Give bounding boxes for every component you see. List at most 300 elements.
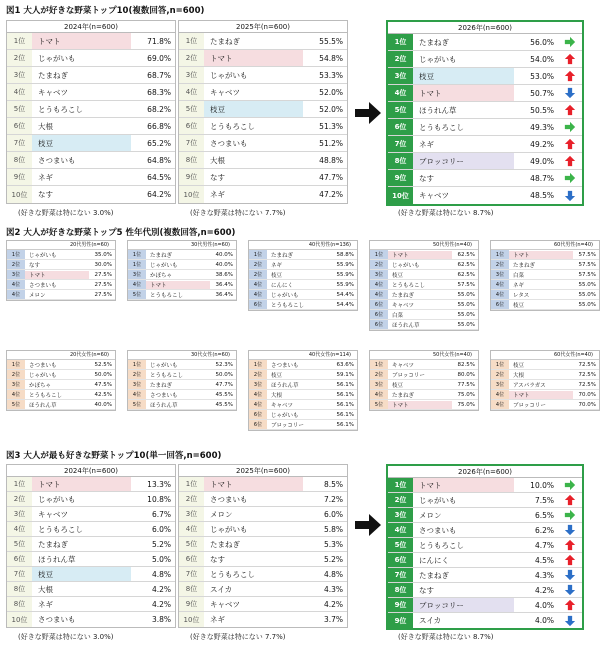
percent-value: 57.5%	[578, 251, 596, 258]
rank-cell: 2位	[7, 492, 32, 506]
table-row	[179, 552, 347, 567]
rank-cell: 5位	[128, 290, 146, 299]
percent-value: 53.0%	[530, 71, 554, 81]
vegetable-name: キャベツ	[210, 87, 240, 97]
table-row	[388, 68, 582, 85]
rank-cell: 1位	[370, 250, 388, 259]
age-group-table	[248, 240, 358, 311]
rank-cell: 7位	[7, 135, 32, 151]
table-row	[249, 390, 357, 400]
table-row	[370, 300, 478, 310]
percent-value: 27.5%	[94, 281, 112, 288]
vegetable-name: キャベツ	[392, 362, 415, 369]
percent-value: 72.5%	[578, 361, 596, 368]
rank-cell: 8位	[7, 152, 32, 168]
vegetable-name: じゃがいも	[271, 292, 299, 299]
table-header: 2024年(n=600)	[7, 465, 175, 477]
table-row	[179, 84, 347, 101]
percent-value: 64.8%	[147, 155, 171, 165]
table-row	[370, 380, 478, 390]
rank-cell: 4位	[7, 280, 25, 289]
table-header: 50代女性(n=40)	[370, 351, 478, 360]
trend-cell	[558, 584, 582, 596]
ranking-table	[178, 20, 348, 204]
vegetable-name: トマト	[32, 477, 131, 491]
vegetable-name: トマト	[509, 251, 573, 259]
up-arrow-icon	[564, 539, 576, 551]
rank-cell: 2位	[179, 50, 204, 66]
trend-cell	[558, 599, 582, 611]
vegetable-name: 枝豆	[32, 135, 131, 151]
table-row	[7, 135, 175, 152]
rank-cell: 7位	[179, 135, 204, 151]
percent-value: 5.0%	[151, 554, 171, 564]
percent-value: 4.2%	[534, 585, 554, 595]
up-arrow-icon	[564, 155, 576, 167]
rank-cell: 6位	[370, 320, 388, 329]
percent-value: 10.8%	[147, 494, 171, 504]
percent-value: 5.8%	[323, 524, 343, 534]
vegetable-name: トマト	[413, 85, 514, 101]
table-row	[388, 153, 582, 170]
table-row	[128, 370, 236, 380]
table-row	[7, 522, 175, 537]
rank-cell: 3位	[249, 380, 267, 389]
percent-value: 77.5%	[457, 381, 475, 388]
rank-cell: 6位	[7, 118, 32, 134]
rank-cell: 6位	[249, 410, 267, 419]
vegetable-name: じゃがいも	[210, 524, 248, 534]
table-row	[179, 50, 347, 67]
rank-cell: 3位	[128, 380, 146, 389]
vegetable-name: トマト	[388, 401, 452, 409]
percent-value: 50.0%	[94, 371, 112, 378]
vegetable-name: とうもろこし	[150, 372, 184, 379]
table-header: 2024年(n=600)	[7, 21, 175, 33]
table-row	[370, 320, 478, 330]
percent-value: 70.0%	[578, 391, 596, 398]
percent-value: 59.1%	[336, 371, 354, 378]
vegetable-name: さつまいも	[210, 494, 248, 504]
percent-value: 68.2%	[147, 104, 171, 114]
age-group-table	[6, 350, 116, 411]
trend-cell	[558, 87, 582, 99]
table-row	[179, 118, 347, 135]
vegetable-name: トマト	[413, 478, 514, 492]
rank-cell: 4位	[491, 290, 509, 299]
vegetable-name: ほうれん草	[150, 402, 178, 409]
percent-value: 63.6%	[336, 361, 354, 368]
table-row	[179, 186, 347, 203]
no-favorite-note: (好きな野菜は特にない 8.7%)	[398, 633, 494, 641]
vegetable-name: たまねぎ	[210, 36, 240, 46]
vegetable-name: たまねぎ	[419, 37, 449, 47]
rank-cell: 7位	[388, 568, 413, 582]
trend-cell	[558, 36, 582, 48]
rank-cell: 3位	[7, 270, 25, 279]
percent-value: 80.0%	[457, 371, 475, 378]
rank-cell: 7位	[7, 567, 32, 581]
rank-cell: 1位	[370, 360, 388, 369]
rank-cell: 5位	[128, 400, 146, 409]
vegetable-name: とうもろこし	[419, 122, 464, 132]
rank-cell: 8位	[388, 153, 413, 169]
ranking-table	[386, 20, 584, 206]
rank-cell: 5位	[388, 538, 413, 552]
table-header: 2026年(n=600)	[388, 22, 582, 34]
percent-value: 54.4%	[336, 291, 354, 298]
table-row	[370, 390, 478, 400]
vegetable-name: 枝豆	[513, 302, 525, 309]
rank-cell: 3位	[7, 380, 25, 389]
table-row	[491, 280, 599, 290]
percent-value: 56.1%	[336, 411, 354, 418]
vegetable-name: トマト	[204, 50, 303, 66]
table-header: 30代女性(n=60)	[128, 351, 236, 360]
percent-value: 40.0%	[215, 251, 233, 258]
vegetable-name: ブロッコリー	[413, 153, 514, 169]
table-header: 40代男性(n=136)	[249, 241, 357, 250]
percent-value: 3.8%	[151, 615, 171, 624]
percent-value: 4.2%	[151, 599, 171, 609]
vegetable-name: さつまいも	[419, 525, 457, 535]
percent-value: 62.5%	[457, 251, 475, 258]
vegetable-name: 大根	[271, 392, 283, 399]
table-row	[179, 477, 347, 492]
rank-cell: 3位	[388, 508, 413, 522]
rank-cell: 4位	[179, 84, 204, 100]
up-arrow-icon	[564, 53, 576, 65]
no-favorite-note: (好きな野菜は特にない 7.7%)	[190, 209, 286, 217]
percent-value: 35.0%	[94, 251, 112, 258]
percent-value: 50.0%	[215, 371, 233, 378]
rank-cell: 4位	[7, 390, 25, 399]
vegetable-name: 大根	[38, 584, 53, 594]
percent-value: 36.4%	[215, 281, 233, 288]
vegetable-name: ネギ	[210, 615, 225, 624]
table-row	[388, 538, 582, 553]
table-row	[491, 300, 599, 310]
vegetable-name: たまねぎ	[38, 70, 68, 80]
vegetable-name: とうもろこし	[210, 569, 255, 579]
rank-cell: 4位	[491, 400, 509, 409]
table-row	[179, 101, 347, 118]
percent-value: 55.0%	[457, 311, 475, 318]
table-row	[179, 582, 347, 597]
table-header: 2026年(n=600)	[388, 466, 582, 478]
vegetable-name: ネギ	[271, 262, 283, 269]
table-row	[491, 290, 599, 300]
percent-value: 6.2%	[534, 525, 554, 535]
vegetable-name: レタス	[513, 292, 530, 299]
rank-cell: 3位	[491, 270, 509, 279]
rank-cell: 1位	[7, 477, 32, 491]
percent-value: 55.0%	[578, 281, 596, 288]
percent-value: 4.2%	[323, 599, 343, 609]
table-row	[7, 582, 175, 597]
rank-cell: 4位	[7, 290, 25, 299]
vegetable-name: トマト	[32, 33, 131, 49]
percent-value: 49.0%	[530, 156, 554, 166]
table-header: 20代男性(n=60)	[7, 241, 115, 250]
vegetable-name: トマト	[25, 271, 89, 279]
table-row	[128, 270, 236, 280]
up-arrow-icon	[564, 554, 576, 566]
table-header: 2025年(n=600)	[179, 465, 347, 477]
percent-value: 58.8%	[336, 251, 354, 258]
vegetable-name: とうもろこし	[38, 104, 83, 114]
rank-cell: 1位	[249, 360, 267, 369]
rank-cell: 8位	[388, 583, 413, 597]
vegetable-name: ほうれん草	[392, 322, 420, 329]
table-row	[370, 280, 478, 290]
table-header: 60代女性(n=40)	[491, 351, 599, 360]
percent-value: 52.5%	[94, 361, 112, 368]
right-arrow-icon	[564, 121, 576, 133]
vegetable-name: なす	[38, 190, 53, 199]
rank-cell: 5位	[7, 537, 32, 551]
percent-value: 13.3%	[147, 479, 171, 489]
percent-value: 47.7%	[319, 172, 343, 182]
rank-cell: 6位	[249, 420, 267, 429]
table-row	[249, 370, 357, 380]
table-row	[249, 280, 357, 290]
table-row	[249, 400, 357, 410]
vegetable-name: ネギ	[513, 282, 525, 289]
rank-cell: 1位	[128, 260, 146, 269]
vegetable-name: ネギ	[419, 139, 434, 149]
table-row	[7, 370, 115, 380]
table-row	[388, 478, 582, 493]
table-row	[7, 152, 175, 169]
table-row	[128, 380, 236, 390]
table-row	[7, 597, 175, 612]
vegetable-name: 白菜	[392, 312, 404, 319]
trend-cell	[558, 615, 582, 627]
vegetable-name: たまねぎ	[271, 252, 294, 259]
vegetable-name: 枝豆	[204, 101, 303, 117]
percent-value: 52.0%	[319, 104, 343, 114]
rank-cell: 2位	[179, 492, 204, 506]
percent-value: 55.0%	[578, 291, 596, 298]
age-group-table	[127, 350, 237, 411]
vegetable-name: たまねぎ	[150, 252, 173, 259]
rank-cell: 9位	[179, 597, 204, 611]
right-arrow-icon	[564, 479, 576, 491]
table-row	[7, 67, 175, 84]
table-row	[179, 567, 347, 582]
table-row	[388, 493, 582, 508]
age-group-table	[490, 350, 600, 411]
vegetable-name: ブロッコリー	[413, 598, 514, 612]
vegetable-name: にんにく	[271, 282, 294, 289]
ranking-table	[178, 464, 348, 628]
percent-value: 55.0%	[457, 321, 475, 328]
percent-value: 55.9%	[336, 261, 354, 268]
table-row	[128, 290, 236, 300]
vegetable-name: 枝豆	[32, 567, 131, 581]
rank-cell: 1位	[128, 250, 146, 259]
percent-value: 8.5%	[323, 479, 343, 489]
rank-cell: 1位	[179, 477, 204, 491]
percent-value: 5.2%	[323, 554, 343, 564]
table-row	[491, 380, 599, 390]
table-row	[179, 537, 347, 552]
rank-cell: 4位	[491, 390, 509, 399]
vegetable-name: ネギ	[210, 190, 225, 199]
percent-value: 4.5%	[534, 555, 554, 565]
percent-value: 56.0%	[530, 37, 554, 47]
rank-cell: 4位	[249, 290, 267, 299]
percent-value: 4.0%	[534, 616, 554, 625]
percent-value: 55.0%	[578, 301, 596, 308]
percent-value: 6.0%	[151, 524, 171, 534]
vegetable-name: なす	[210, 172, 225, 182]
table-row	[179, 597, 347, 612]
vegetable-name: なす	[419, 173, 434, 183]
table-row	[7, 280, 115, 290]
table-row	[7, 169, 175, 186]
rank-cell: 3位	[7, 507, 32, 521]
percent-value: 54.8%	[319, 53, 343, 63]
trend-cell	[558, 138, 582, 150]
rank-cell: 4位	[370, 280, 388, 289]
trend-cell	[558, 190, 582, 202]
percent-value: 10.0%	[530, 480, 554, 490]
percent-value: 75.0%	[457, 391, 475, 398]
table-row	[249, 360, 357, 370]
rank-cell: 3位	[370, 380, 388, 389]
vegetable-name: メロン	[210, 509, 233, 519]
table-row	[179, 612, 347, 627]
rank-cell: 4位	[7, 84, 32, 100]
vegetable-name: キャベツ	[38, 87, 68, 97]
rank-cell: 6位	[370, 300, 388, 309]
vegetable-name: さつまいも	[150, 392, 178, 399]
rank-cell: 1位	[388, 478, 413, 492]
percent-value: 27.5%	[94, 291, 112, 298]
vegetable-name: とうもろこし	[150, 292, 184, 299]
vegetable-name: たまねぎ	[392, 292, 415, 299]
vegetable-name: ほうれん草	[419, 105, 457, 115]
percent-value: 50.5%	[530, 105, 554, 115]
rank-cell: 1位	[7, 250, 25, 259]
percent-value: 51.3%	[319, 121, 343, 131]
table-header: 50代男性(n=40)	[370, 241, 478, 250]
vegetable-name: たまねぎ	[392, 392, 415, 399]
vegetable-name: じゃがいも	[38, 53, 76, 63]
vegetable-name: なす	[29, 262, 41, 269]
table-row	[179, 33, 347, 50]
rank-cell: 6位	[370, 310, 388, 319]
rank-cell: 3位	[370, 270, 388, 279]
down-arrow-icon	[564, 524, 576, 536]
percent-value: 40.0%	[94, 401, 112, 408]
vegetable-name: たまねぎ	[150, 382, 173, 389]
vegetable-name: さつまいも	[29, 282, 57, 289]
rank-cell: 6位	[179, 118, 204, 134]
table-row	[491, 400, 599, 410]
percent-value: 66.8%	[147, 121, 171, 131]
percent-value: 52.0%	[319, 87, 343, 97]
right-arrow-icon	[564, 172, 576, 184]
big-arrow-icon	[355, 514, 381, 536]
table-row	[7, 250, 115, 260]
table-row	[388, 187, 582, 204]
up-arrow-icon	[564, 599, 576, 611]
rank-cell: 4位	[249, 400, 267, 409]
vegetable-name: たまねぎ	[210, 539, 240, 549]
table-row	[249, 300, 357, 310]
percent-value: 72.5%	[578, 381, 596, 388]
table-row	[7, 33, 175, 50]
table-row	[388, 583, 582, 598]
percent-value: 69.0%	[147, 53, 171, 63]
percent-value: 75.0%	[457, 401, 475, 408]
table-row	[7, 492, 175, 507]
percent-value: 54.0%	[530, 54, 554, 64]
percent-value: 64.2%	[147, 190, 171, 199]
percent-value: 45.5%	[215, 401, 233, 408]
age-group-table	[6, 240, 116, 301]
table-row	[249, 420, 357, 430]
rank-cell: 4位	[491, 280, 509, 289]
table-row	[179, 522, 347, 537]
vegetable-name: 枝豆	[413, 68, 514, 84]
rank-cell: 2位	[7, 50, 32, 66]
rank-cell: 1位	[7, 33, 32, 49]
vegetable-name: じゃがいも	[29, 252, 57, 259]
percent-value: 47.5%	[94, 381, 112, 388]
vegetable-name: 枝豆	[392, 272, 404, 279]
vegetable-name: じゃがいも	[29, 372, 57, 379]
vegetable-name: キャベツ	[210, 599, 240, 609]
percent-value: 42.5%	[94, 391, 112, 398]
rank-cell: 6位	[388, 119, 413, 135]
percent-value: 3.7%	[323, 615, 343, 624]
percent-value: 47.7%	[215, 381, 233, 388]
percent-value: 52.3%	[215, 361, 233, 368]
table-row	[7, 270, 115, 280]
rank-cell: 1位	[491, 250, 509, 259]
rank-cell: 2位	[370, 260, 388, 269]
table-row	[7, 390, 115, 400]
table-row	[388, 136, 582, 153]
vegetable-name: 大根	[38, 121, 53, 131]
percent-value: 4.3%	[534, 570, 554, 580]
vegetable-name: なす	[210, 554, 225, 564]
table-row	[491, 250, 599, 260]
rank-cell: 9位	[388, 613, 413, 628]
percent-value: 4.2%	[151, 584, 171, 594]
rank-cell: 4位	[370, 390, 388, 399]
rank-cell: 2位	[388, 493, 413, 507]
percent-value: 50.7%	[530, 88, 554, 98]
percent-value: 45.5%	[215, 391, 233, 398]
vegetable-name: アスパラガス	[513, 382, 546, 389]
trend-cell	[558, 155, 582, 167]
vegetable-name: ネギ	[38, 172, 53, 182]
vegetable-name: 大根	[513, 372, 525, 379]
percent-value: 27.5%	[94, 271, 112, 278]
rank-cell: 2位	[249, 260, 267, 269]
vegetable-name: トマト	[509, 391, 573, 399]
table-row	[249, 290, 357, 300]
percent-value: 70.0%	[578, 401, 596, 408]
table-row	[388, 613, 582, 628]
percent-value: 49.3%	[530, 122, 554, 132]
vegetable-name: とうもろこし	[271, 302, 305, 309]
